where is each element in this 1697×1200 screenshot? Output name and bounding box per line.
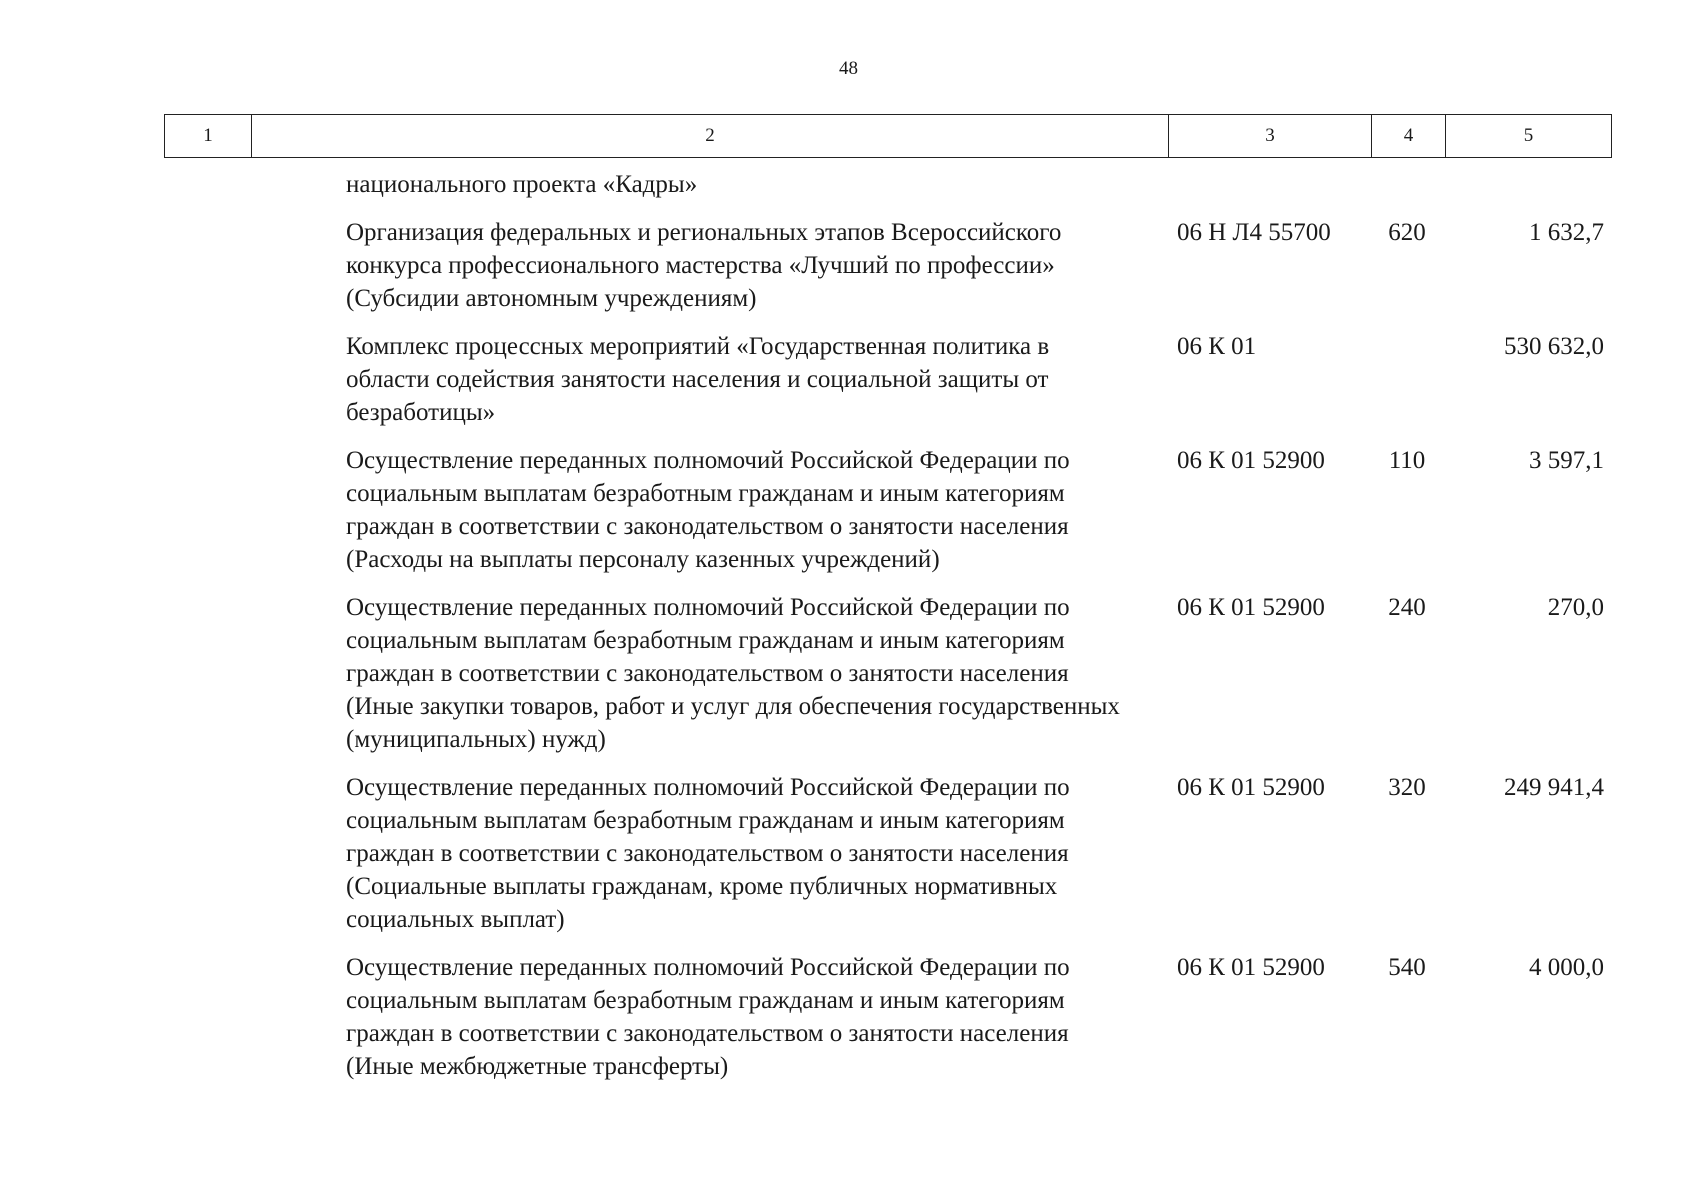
row-number-cell [164, 951, 250, 1083]
table-header [164, 114, 1612, 158]
table-row [164, 771, 1612, 936]
table-row [164, 168, 1612, 201]
description-line: Комплекс процессных мероприятий «Государственная политика в [346, 333, 1050, 360]
table-row [164, 444, 1612, 576]
row-type: 620 [1388, 219, 1426, 246]
row-description [250, 951, 1167, 1083]
description-line: граждан в соответствии с законодательством о занятости населения [346, 840, 1069, 867]
header-col-2: 2 [251, 115, 1168, 157]
header-col-5: 5 [1445, 115, 1611, 157]
row-description [250, 216, 1167, 315]
description-line: граждан в соответствии с законодательством о занятости населения [346, 513, 1069, 540]
row-amount [1444, 168, 1612, 201]
description-line: социальным выплатам безработным гражданам и иным категориям [346, 987, 1065, 1014]
row-type: 540 [1388, 954, 1426, 981]
row-number-cell [164, 444, 250, 576]
row-code: 06 К 01 52900 [1177, 447, 1325, 474]
table-row [164, 330, 1612, 429]
row-code: 06 К 01 52900 [1177, 594, 1325, 621]
row-amount: 270,0 [1547, 594, 1604, 621]
row-number-cell [164, 216, 250, 315]
description-line: области содействия занятости населения и социальной защиты от [346, 366, 1049, 393]
description-line: социальным выплатам безработным гражданам и иным категориям [346, 627, 1065, 654]
description-line: Осуществление переданных полномочий Российской Федерации по [346, 594, 1070, 621]
row-amount: 3 597,1 [1529, 447, 1604, 474]
description-line: (Расходы на выплаты персоналу казенных учреждений) [346, 546, 940, 573]
description-line: социальным выплатам безработным гражданам и иным категориям [346, 480, 1065, 507]
row-description [250, 444, 1167, 576]
row-amount: 530 632,0 [1504, 333, 1604, 360]
table-row [164, 951, 1612, 1083]
row-amount: 1 632,7 [1529, 219, 1604, 246]
description-line: социальным выплатам безработным гражданам и иным категориям [346, 807, 1065, 834]
description-line: Осуществление переданных полномочий Российской Федерации по [346, 447, 1070, 474]
row-type [1370, 168, 1444, 201]
description-line: конкурса профессионального мастерства «Лучший по профессии» [346, 252, 1055, 279]
description-line: Организация федеральных и региональных этапов Всероссийского [346, 219, 1062, 246]
row-description [250, 771, 1167, 936]
table-row [164, 216, 1612, 315]
description-line: Осуществление переданных полномочий Российской Федерации по [346, 774, 1070, 801]
description-line: национального проекта «Кадры» [346, 171, 698, 198]
row-code: 06 К 01 52900 [1177, 954, 1325, 981]
description-line: социальных выплат) [346, 906, 565, 933]
row-number-cell [164, 168, 250, 201]
row-amount: 249 941,4 [1504, 774, 1604, 801]
description-line: (муниципальных) нужд) [346, 726, 606, 753]
table-row [164, 591, 1612, 756]
page-number: 48 [839, 58, 858, 79]
row-type [1370, 330, 1444, 429]
row-amount: 4 000,0 [1529, 954, 1604, 981]
row-code: 06 Н Л4 55700 [1177, 219, 1331, 246]
description-line: граждан в соответствии с законодательством о занятости населения [346, 1020, 1069, 1047]
description-line: (Иные закупки товаров, работ и услуг для обеспечения государственных [346, 693, 1120, 720]
description-line: Осуществление переданных полномочий Российской Федерации по [346, 954, 1070, 981]
row-number-cell [164, 591, 250, 756]
description-line: (Субсидии автономным учреждениям) [346, 285, 757, 312]
row-type: 320 [1388, 774, 1426, 801]
description-line: безработицы» [346, 399, 496, 426]
header-col-3: 3 [1168, 115, 1371, 157]
row-type: 110 [1388, 447, 1426, 474]
header-col-1: 1 [203, 125, 213, 146]
row-code: 06 К 01 [1177, 333, 1257, 360]
row-code [1167, 168, 1370, 201]
description-line: граждан в соответствии с законодательством о занятости населения [346, 660, 1069, 687]
row-description [250, 591, 1167, 756]
row-number-cell [164, 330, 250, 429]
row-type: 240 [1388, 594, 1426, 621]
row-description [250, 168, 1167, 201]
header-col-4: 4 [1371, 115, 1445, 157]
row-number-cell [164, 771, 250, 936]
description-line: (Иные межбюджетные трансферты) [346, 1053, 729, 1080]
row-description [250, 330, 1167, 429]
description-line: (Социальные выплаты гражданам, кроме публичных нормативных [346, 873, 1058, 900]
row-code: 06 К 01 52900 [1177, 774, 1325, 801]
table-body [164, 168, 1612, 1098]
